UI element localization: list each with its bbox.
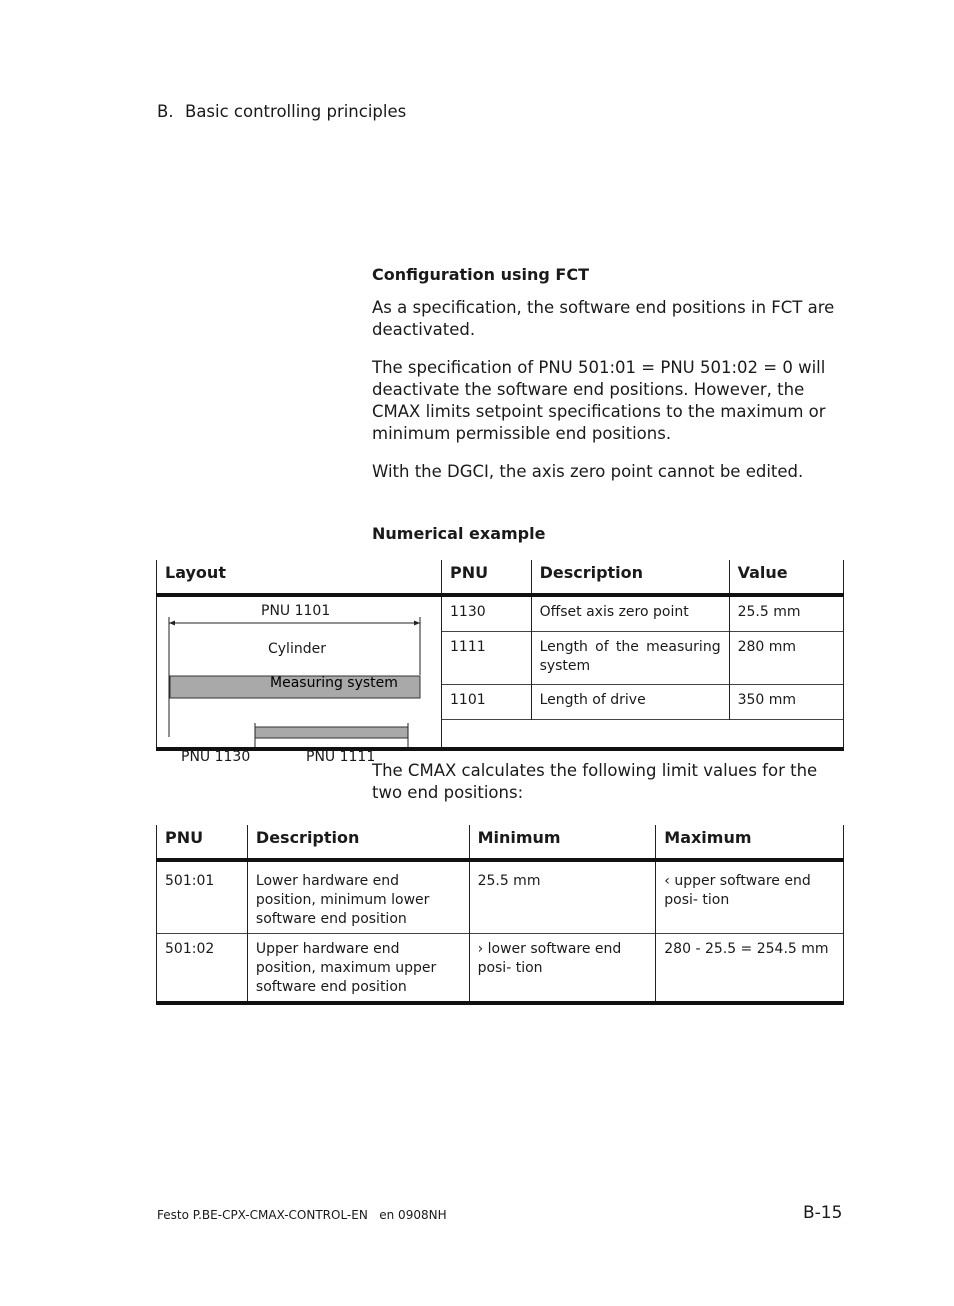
table-row (157, 934, 844, 1004)
limits-row1-maximum: ‹ upper software end posi- tion (656, 860, 844, 934)
example-header-row (157, 560, 844, 595)
row3-value: 350 mm (729, 685, 843, 719)
row2-pnu: 1111 (442, 631, 532, 685)
limits-header-pnu: PNU (157, 825, 248, 860)
row2-description (531, 631, 729, 685)
label-pnu-1101: PNU 1101 (261, 603, 331, 619)
header-value: Value (729, 560, 843, 595)
limits-row2-minimum: › lower software end posi- tion (469, 934, 656, 1004)
label-pnu-1130: PNU 1130 (181, 749, 251, 765)
row3-pnu: 1101 (442, 685, 532, 719)
example-table (156, 560, 844, 765)
example-title: Numerical example (372, 524, 546, 543)
limits-row2-pnu: 501:02 (157, 934, 248, 1004)
row1-value: 25.5 mm (729, 595, 843, 631)
empty-cell (442, 719, 844, 749)
limits-intro: The CMAX calculates the following limit values for the two end positions: (372, 761, 818, 802)
footer-document-id: Festo P.BE-CPX-CMAX-CONTROL-EN en 0908NH (157, 1208, 447, 1222)
row1-description: Offset axis zero point (531, 595, 729, 631)
table-row (157, 595, 844, 631)
limits-header-minimum: Minimum (469, 825, 656, 860)
limits-header-maximum: Maximum (656, 825, 844, 860)
header-layout: Layout (157, 560, 442, 595)
paragraph-3: With the DGCI, the axis zero point cannot be edited. (372, 462, 804, 481)
limits-header-description: Description (247, 825, 469, 860)
chapter-header (157, 102, 406, 121)
limits-row1-pnu: 501:01 (157, 860, 248, 934)
chapter-number: B. (157, 102, 174, 121)
paragraph-2: The specification of PNU 501:01 = PNU 501:02 = 0 will deactivate the software end positions. However, the CMAX limits setpoint specifications to the maximum or minimum permissible end positions. (372, 358, 826, 443)
row3-description: Length of drive (531, 685, 729, 719)
chapter-title: Basic controlling principles (185, 102, 407, 121)
limits-table (156, 825, 844, 1005)
section-title: Configuration using FCT (372, 265, 589, 284)
limits-row1-description: Lower hardware end position, minimum lower software end position (247, 860, 469, 934)
label-measuring-system: Measuring system (270, 675, 398, 691)
row2-value: 280 mm (729, 631, 843, 685)
limits-row2-maximum: 280 - 25.5 = 254.5 mm (656, 934, 844, 1004)
limits-row1-minimum: 25.5 mm (469, 860, 656, 934)
header-pnu: PNU (442, 560, 532, 595)
layout-diagram (157, 597, 441, 765)
page-number: B-15 (803, 1203, 843, 1223)
layout-cell (157, 595, 442, 765)
limits-row2-description: Upper hardware end position, maximum upper software end position (247, 934, 469, 1004)
row1-pnu: 1130 (442, 595, 532, 631)
limits-header-row (157, 825, 844, 860)
header-description: Description (531, 560, 729, 595)
row2-description-line2: system (539, 657, 591, 674)
label-pnu-1111: PNU 1111 (306, 749, 376, 765)
label-cylinder: Cylinder (268, 641, 326, 657)
row2-description-line1: Length of the measuring (539, 638, 721, 655)
table-row (157, 860, 844, 934)
paragraph-1: As a specification, the software end positions in FCT are deactivated. (372, 298, 835, 339)
